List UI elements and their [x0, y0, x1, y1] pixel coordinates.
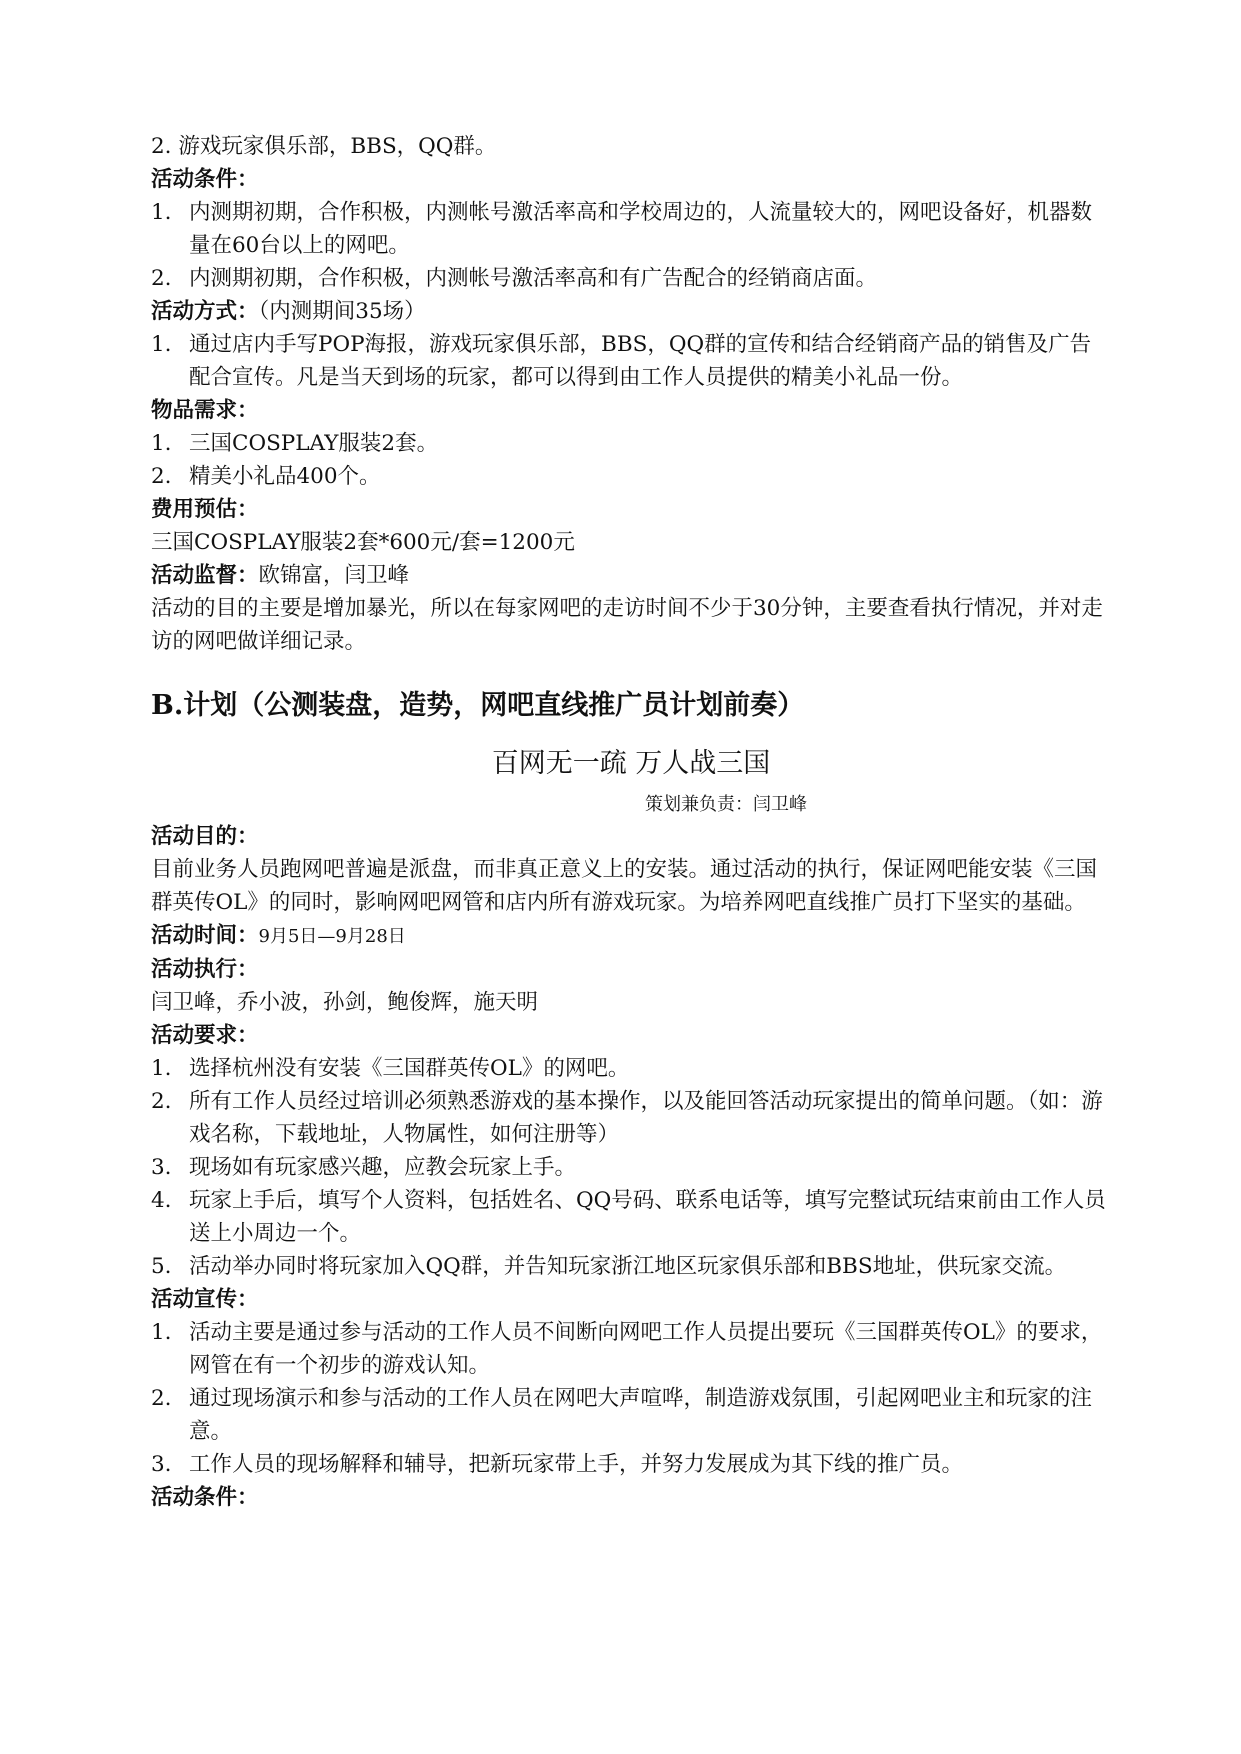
item-number: 3. [151, 1155, 172, 1180]
purpose-heading: 活动目的： [151, 824, 259, 849]
exec-heading: 活动执行： [151, 957, 259, 982]
list-item [151, 328, 1111, 394]
promotion-heading: 活动宣传： [151, 1287, 259, 1312]
list-item [151, 1151, 1111, 1184]
item-number: 2. [151, 464, 172, 489]
item-text: 所有工作人员经过培训必须熟悉游戏的基本操作，以及能回答活动玩家提出的简单问题。（如：游戏名称，下载地址，人物属性，如何注册等） [189, 1089, 1103, 1147]
item-number: 1. [151, 200, 172, 225]
exec-names: 闫卫峰，乔小波，孙剑，鲍俊辉，施天明 [151, 990, 539, 1015]
list-item [151, 196, 1111, 262]
item-number: 2. [151, 266, 172, 291]
item-text: 精美小礼品400个。 [189, 464, 381, 489]
item-number: 2. [151, 1386, 172, 1411]
intro-line: 2. 游戏玩家俱乐部，BBS，QQ群。 [151, 134, 497, 159]
item-number: 1. [151, 332, 172, 357]
items-heading: 物品需求： [151, 398, 259, 423]
item-number: 2. [151, 1089, 172, 1114]
list-item [151, 460, 1111, 493]
item-number: 1. [151, 1320, 172, 1345]
list-item [151, 1382, 1111, 1448]
conditions-heading-b: 活动条件： [151, 1485, 259, 1510]
item-text: 活动举办同时将玩家加入QQ群，并告知玩家浙江地区玩家俱乐部和BBS地址，供玩家交流。 [189, 1254, 1067, 1279]
conditions-heading: 活动条件： [151, 167, 259, 192]
cost-heading: 费用预估： [151, 497, 259, 522]
item-number: 4. [151, 1188, 172, 1213]
item-text: 工作人员的现场解释和辅导，把新玩家带上手，并努力发展成为其下线的推广员。 [189, 1452, 964, 1477]
item-number: 3. [151, 1452, 172, 1477]
item-text: 选择杭州没有安装《三国群英传OL》的网吧。 [189, 1056, 630, 1081]
supervise-line [151, 559, 1111, 592]
item-text: 通过店内手写POP海报，游戏玩家俱乐部，BBS，QQ群的宣传和结合经销商产品的销售及广告配合宣传。凡是当天到场的玩家，都可以得到由工作人员提供的精美小礼品一份。 [189, 332, 1092, 390]
item-text: 活动主要是通过参与活动的工作人员不间断向网吧工作人员提出要玩《三国群英传OL》的要求，网管在有一个初步的游戏认知。 [189, 1320, 1103, 1378]
item-text: 内测期初期，合作积极，内测帐号激活率高和有广告配合的经销商店面。 [189, 266, 878, 291]
method-line [151, 295, 1111, 328]
list-item [151, 1184, 1111, 1250]
note-paragraph [151, 592, 1111, 658]
plan-title: 百网无一疏 万人战三国 [491, 748, 771, 779]
list-item [151, 427, 1111, 460]
time-heading: 活动时间： [151, 923, 259, 948]
list-item [151, 1085, 1111, 1151]
item-text: 通过现场演示和参与活动的工作人员在网吧大声喧哗，制造游戏氛围，引起网吧业主和玩家的注意。 [189, 1386, 1093, 1444]
section-b-heading: B.计划（公测装盘，造势，网吧直线推广员计划前奏） [151, 690, 805, 721]
list-item [151, 1316, 1111, 1382]
time-line [151, 919, 1111, 953]
supervise-heading: 活动监督： [151, 563, 259, 588]
time-value: 9月5日—9月28日 [258, 926, 406, 947]
list-item [151, 262, 1111, 295]
list-item [151, 1448, 1111, 1481]
method-heading: 活动方式： [151, 299, 259, 324]
list-item [151, 1052, 1111, 1085]
requirements-heading: 活动要求： [151, 1023, 259, 1048]
list-item [151, 1250, 1111, 1283]
note-text: 活动的目的主要是增加暴光，所以在每家网吧的走访时间不少于30分钟，主要查看执行情况，并对走访的网吧做详细记录。 [151, 596, 1103, 654]
item-number: 1. [151, 1056, 172, 1081]
item-number: 5. [151, 1254, 172, 1279]
purpose-paragraph [151, 853, 1111, 919]
document-page [151, 130, 1111, 1514]
item-text: 内测期初期，合作积极，内测帐号激活率高和学校周边的，人流量较大的，网吧设备好，机器数量在60台以上的网吧。 [189, 200, 1093, 258]
item-text: 三国COSPLAY服装2套。 [189, 431, 439, 456]
supervise-names: 欧锦富，闫卫峰 [258, 563, 410, 588]
item-text: 现场如有玩家感兴趣，应教会玩家上手。 [189, 1155, 577, 1180]
item-number: 1. [151, 431, 172, 456]
cost-line: 三国COSPLAY服装2套*600元/套=1200元 [151, 530, 575, 555]
method-note: （内测期间35场） [258, 299, 426, 324]
item-text: 玩家上手后，填写个人资料，包括姓名、QQ号码、联系电话等，填写完整试玩结束前由工作人员送上小周边一个。 [189, 1188, 1106, 1246]
purpose-text: 目前业务人员跑网吧普遍是派盘，而非真正意义上的安装。通过活动的执行，保证网吧能安装《三国群英传OL》的同时，影响网吧网管和店内所有游戏玩家。为培养网吧直线推广员打下坚实的基础。 [151, 857, 1098, 915]
plan-author: 策划兼负责：闫卫峰 [645, 794, 807, 815]
